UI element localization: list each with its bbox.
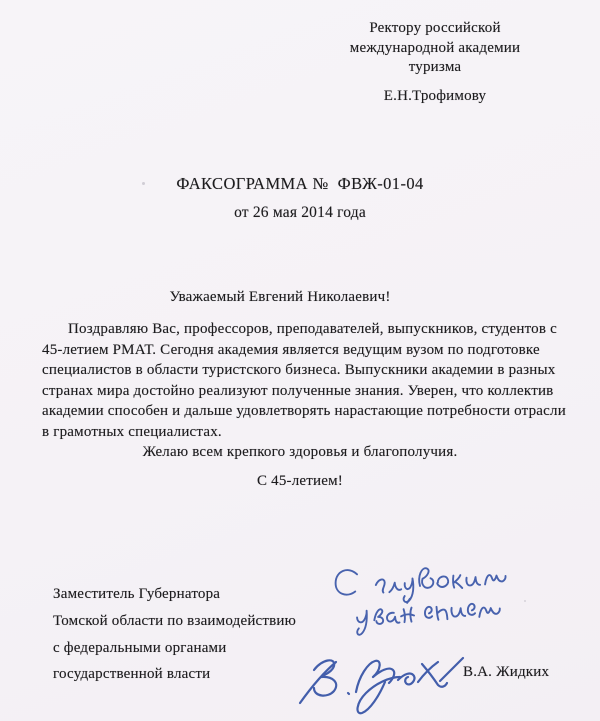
signer-title-line: с федеральными органами <box>53 639 227 656</box>
signer-typed-name: В.А. Жидких <box>463 664 550 680</box>
addressee-line: международной академии <box>349 39 521 56</box>
addressee-name: Е.Н.Трофимову <box>383 87 487 104</box>
addressee-line: Ректору российской <box>369 20 501 36</box>
signer-title-line: государственной власти <box>53 666 211 683</box>
addressee-block <box>345 19 525 106</box>
document-date: от 26 мая 2014 года <box>234 204 366 221</box>
signer-title-line: Заместитель Губернатора <box>53 586 221 602</box>
body-paragraph: Поздравляю Вас, профессоров, преподавателей, выпускников, студентов с 45-летием РМАТ. Сегодня академия является ведущим вузом по подготовке специалистов в области туристского бизнеса. Выпускники академии в разных странах мира достойно реализуют полученные знания. Уверен, что коллектив академии способен и дальше удовлетворять нарастающие потребности отрасли в грамотных специалистах. <box>42 321 566 440</box>
anniversary-line: С 45-летием! <box>256 473 344 489</box>
document-title: ФАКСОГРАММА № ФВЖ-01-04 <box>176 174 424 193</box>
salutation-line: Уважаемый Евгений Николаевич! <box>169 289 391 305</box>
wish-line: Желаю всем крепкого здоровья и благополучия. <box>142 444 458 460</box>
addressee-line: туризма <box>408 59 462 75</box>
handwritten-annotations <box>290 540 600 721</box>
signer-title-line: Томской области по взаимодействию <box>53 612 297 629</box>
scan-speck <box>142 182 145 185</box>
handwritten-note-text <box>335 559 509 636</box>
scan-speck <box>524 600 526 602</box>
handwritten-signature-stroke <box>300 658 463 713</box>
